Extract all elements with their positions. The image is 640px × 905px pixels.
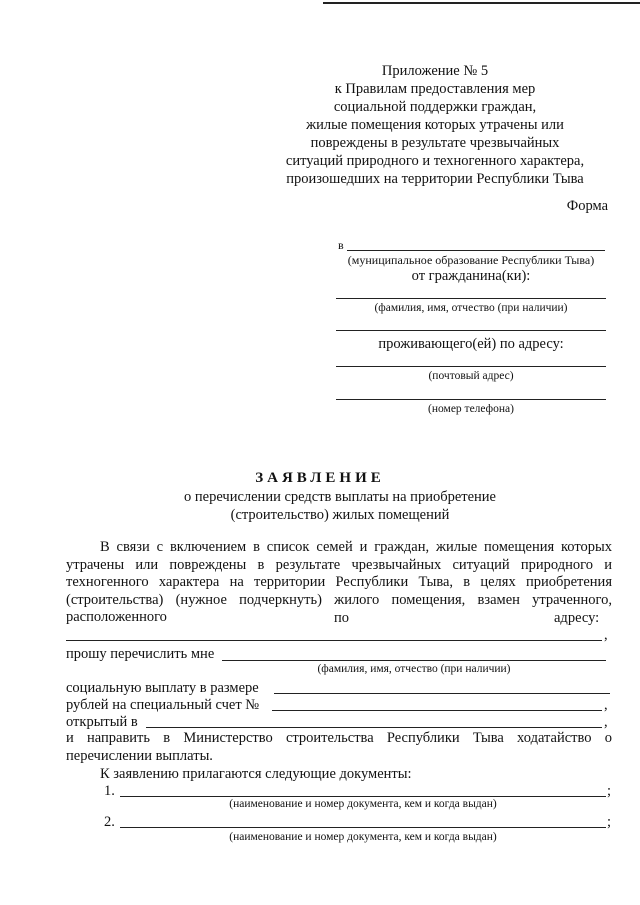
name-line-2[interactable] (336, 330, 606, 331)
opened-label: открытый в (66, 714, 138, 730)
address-line[interactable] (66, 640, 602, 641)
account-label: рублей на специальный счет № (66, 697, 260, 713)
name-line[interactable] (336, 298, 606, 299)
comma: , (604, 714, 608, 730)
comma: , (604, 627, 608, 643)
address-word: адресу: (554, 610, 600, 626)
appendix-line: ситуаций природного и техногенного характера, (285, 153, 585, 169)
name-caption: (фамилия, имя, отчество (при наличии) (374, 302, 568, 314)
appendix-line: произошедших на территории Республики Тыва (286, 171, 584, 187)
request-caption: (фамилия, имя, отчество (при наличии) (317, 663, 511, 675)
po-word: по (334, 610, 350, 626)
bank-line[interactable] (146, 727, 602, 728)
to-prefix: в (338, 238, 344, 252)
appendix-block (255, 62, 615, 188)
document-title: ЗАЯВЛЕНИЕ (255, 470, 385, 486)
appendix-line: к Правилам предоставления мер (334, 81, 536, 97)
attached-label: К заявлению прилагаются следующие документы: (100, 766, 412, 782)
request-name-line[interactable] (222, 660, 606, 661)
doc2-caption: (наименование и номер документа, кем и когда выдан) (229, 831, 497, 843)
document-subtitle (150, 488, 530, 524)
subtitle-line: (строительство) жилых помещений (230, 507, 450, 523)
comma: , (604, 697, 608, 713)
subtitle-line: о перечислении средств выплаты на приобретение (184, 489, 496, 505)
payment-label: социальную выплату в размере (66, 680, 259, 696)
top-border-line (323, 2, 640, 4)
account-number-line[interactable] (272, 710, 602, 711)
request-label: прошу перечислить мне (66, 646, 215, 662)
semicolon: ; (607, 783, 612, 799)
postal-address-line[interactable] (336, 366, 606, 367)
payment-amount-line[interactable] (274, 693, 610, 694)
from-label: от гражданина(ки): (411, 268, 531, 284)
doc2-number: 2. (104, 814, 115, 830)
residing-label: проживающего(ей) по адресу: (378, 336, 564, 352)
form-label: Форма (566, 198, 608, 214)
doc1-caption: (наименование и номер документа, кем и когда выдан) (229, 798, 497, 810)
statement-paragraph: В связи с включением в список семей и граждан, жилые помещения которых утрачены или повреждены в результате чрезвычайных ситуаций природного и техногенного характера на территории Республики Тыва, в целях приобретения (строительства) (нужное подчеркнуть) жилого помещения, взамен утраченного, расположенного (66, 539, 612, 625)
postal-caption: (почтовый адрес) (428, 370, 514, 382)
doc1-number: 1. (104, 783, 115, 799)
phone-line[interactable] (336, 399, 606, 400)
ministry-text: и направить в Министерство строительства Республики Тыва ходатайство о перечислении выплаты. (66, 730, 612, 764)
municipality-line[interactable] (347, 250, 605, 251)
municipality-caption: (муниципальное образование Республики Тыва) (347, 253, 595, 267)
doc2-line[interactable] (120, 827, 606, 828)
appendix-title: Приложение № 5 (381, 63, 489, 79)
appendix-line: социальной поддержки граждан, (333, 99, 537, 115)
semicolon: ; (607, 814, 612, 830)
phone-caption: (номер телефона) (428, 403, 514, 415)
appendix-line: жилые помещения которых утрачены или (306, 117, 564, 133)
appendix-line: повреждены в результате чрезвычайных (310, 135, 560, 151)
